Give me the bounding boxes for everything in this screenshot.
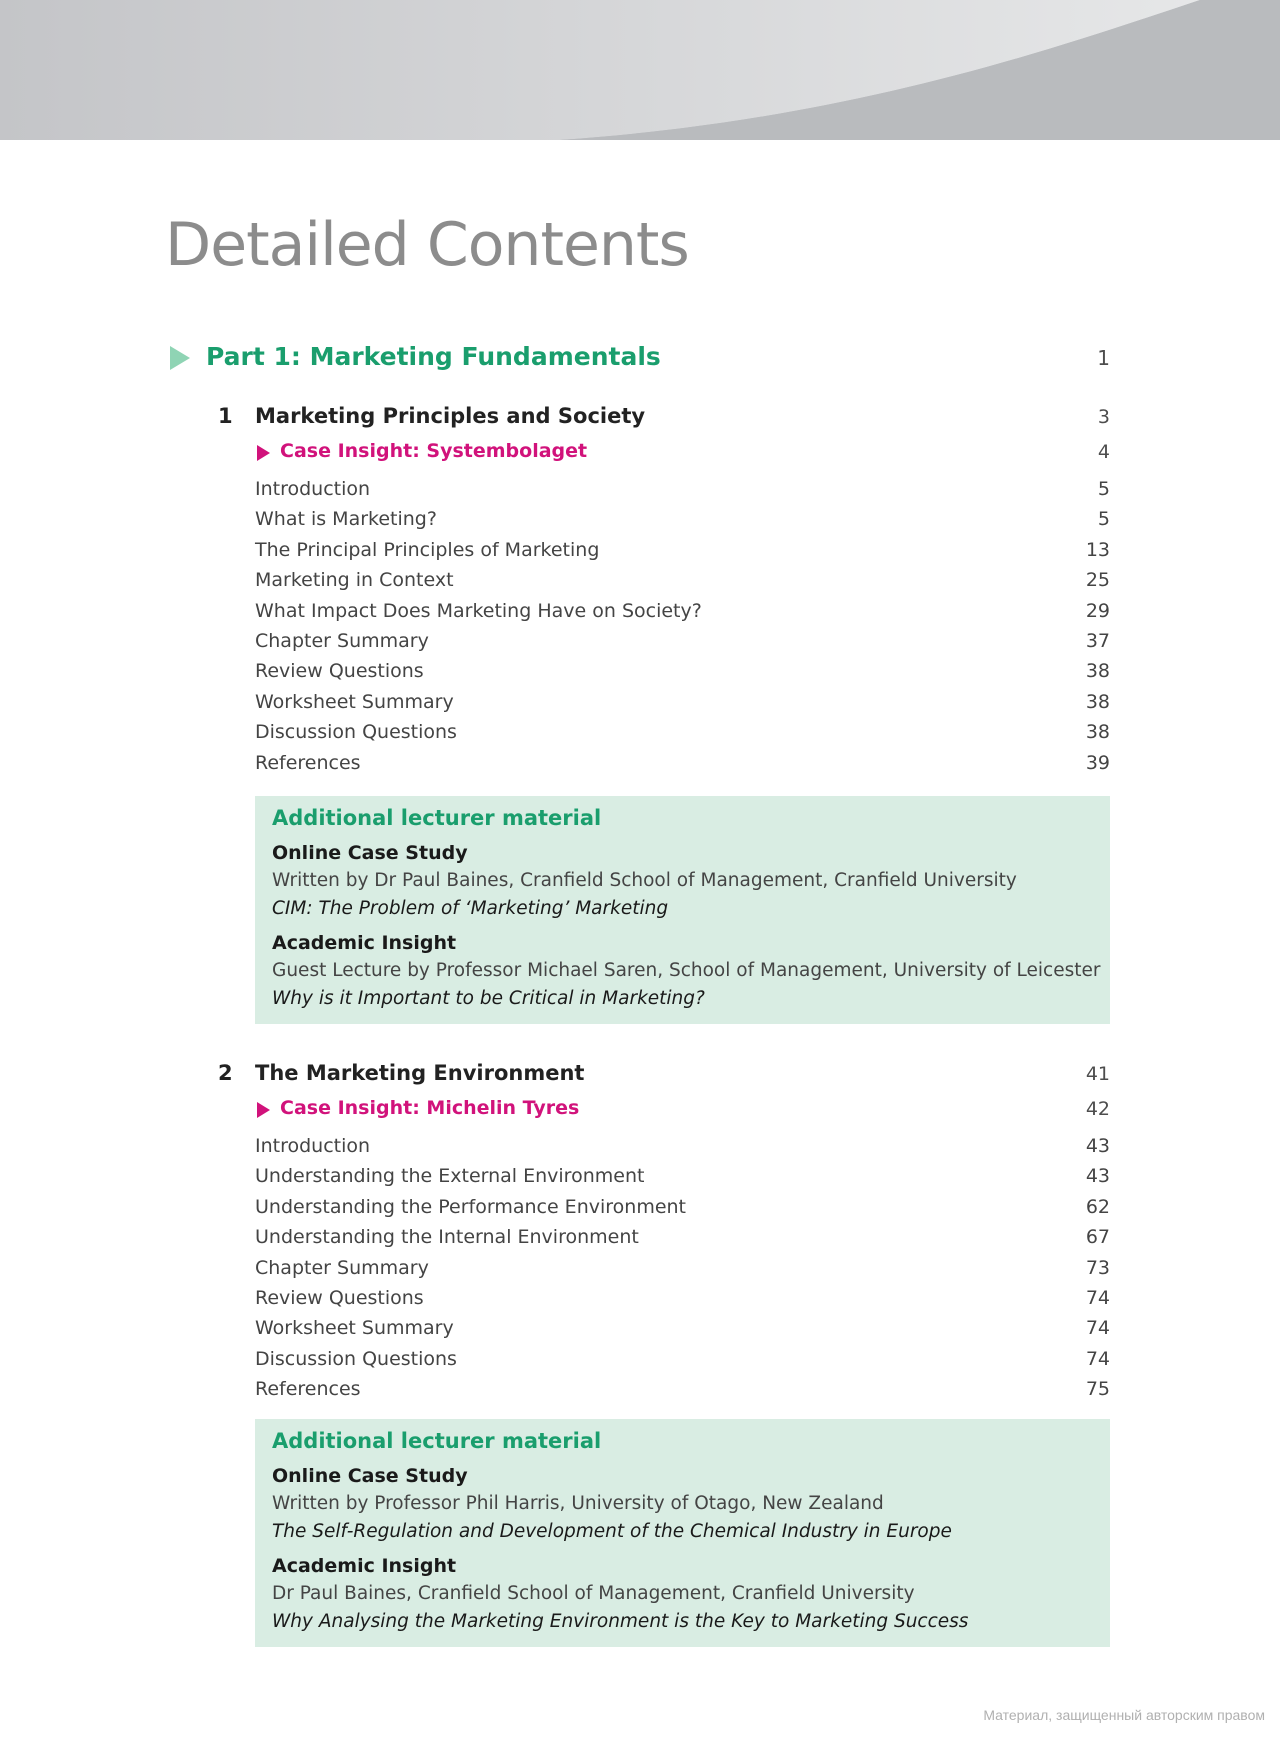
section-title: Worksheet Summary [255, 1317, 454, 1340]
toc-row[interactable] [255, 721, 1110, 751]
case-insight-title: Case Insight: Systembolaget [280, 440, 588, 462]
chapter-heading[interactable] [0, 1061, 1110, 1091]
chapter-title: Marketing Principles and Society [255, 404, 646, 428]
academic-insight-title[interactable]: Why Analysing the Marketing Environment is the Key to Marketing Success [272, 1611, 969, 1632]
toc-row[interactable] [255, 660, 1110, 690]
section-title: Worksheet Summary [255, 690, 454, 713]
academic-insight-author: Guest Lecture by Professor Michael Saren, School of Management, University of Leicester [272, 960, 1101, 981]
section-list [255, 1135, 1110, 1409]
toc-row[interactable] [255, 752, 1110, 782]
section-page-number: 74 [1085, 1286, 1110, 1309]
chapter-heading[interactable] [0, 404, 1110, 434]
section-page-number: 37 [1085, 629, 1110, 652]
online-case-title[interactable]: CIM: The Problem of ‘Marketing’ Marketing [272, 898, 669, 919]
toc-row[interactable] [255, 1378, 1110, 1408]
section-page-number: 5 [1097, 478, 1110, 500]
section-title: Discussion Questions [255, 1347, 457, 1370]
header-band [0, 0, 1280, 140]
lecturer-material-heading: Additional lecturer material [272, 1429, 602, 1453]
case-insight-title: Case Insight: Michelin Tyres [280, 1097, 580, 1119]
copyright-watermark: Материал, защищенный авторским правом [983, 1707, 1265, 1723]
case-insight-entry[interactable] [0, 440, 1110, 466]
triangle-right-icon [257, 445, 270, 461]
section-page-number: 73 [1085, 1256, 1110, 1279]
chapter-number: 2 [218, 1061, 233, 1085]
lecturer-material-box [255, 1419, 1110, 1647]
header-swoosh [0, 0, 1280, 140]
triangle-right-icon [257, 1102, 270, 1118]
academic-insight-label: Academic Insight [272, 1555, 457, 1577]
case-insight-entry[interactable] [0, 1097, 1110, 1123]
chapter-title: The Marketing Environment [255, 1061, 585, 1085]
academic-insight-title[interactable]: Why is it Important to be Critical in Marketing? [272, 988, 705, 1009]
online-case-title[interactable]: The Self-Regulation and Development of the Chemical Industry in Europe [272, 1521, 952, 1542]
section-page-number: 25 [1085, 569, 1110, 592]
case-insight-page-number: 4 [1097, 441, 1110, 463]
toc-row[interactable] [255, 508, 1110, 538]
section-page-number: 74 [1085, 1317, 1110, 1340]
toc-row[interactable] [255, 1226, 1110, 1256]
section-list [255, 478, 1110, 782]
section-page-number: 13 [1085, 538, 1110, 561]
online-case-label: Online Case Study [272, 842, 468, 864]
section-title: What is Marketing? [255, 508, 437, 531]
toc-row[interactable] [255, 630, 1110, 660]
chapter-page-number: 41 [1085, 1063, 1110, 1085]
online-case-author: Written by Dr Paul Baines, Cranfield School of Management, Cranfield University [272, 870, 1017, 891]
academic-insight-author: Dr Paul Baines, Cranfield School of Management, Cranfield University [272, 1583, 915, 1604]
toc-row[interactable] [255, 1317, 1110, 1347]
section-title: Review Questions [255, 660, 424, 683]
toc-row[interactable] [255, 569, 1110, 599]
toc-row[interactable] [255, 539, 1110, 569]
online-case-author: Written by Professor Phil Harris, University of Otago, New Zealand [272, 1493, 884, 1514]
part-entry[interactable] [170, 342, 1110, 376]
toc-row[interactable] [255, 1135, 1110, 1165]
toc-row[interactable] [255, 1196, 1110, 1226]
online-case-label: Online Case Study [272, 1465, 468, 1487]
section-page-number: 62 [1085, 1195, 1110, 1218]
section-page-number: 43 [1085, 1165, 1110, 1188]
section-title: The Principal Principles of Marketing [255, 538, 600, 561]
section-page-number: 29 [1085, 599, 1110, 622]
section-title: Review Questions [255, 1286, 424, 1309]
part-page-number: 1 [1097, 346, 1110, 370]
lecturer-material-box [255, 796, 1110, 1024]
section-page-number: 39 [1085, 751, 1110, 774]
section-page-number: 38 [1085, 690, 1110, 713]
section-title: Chapter Summary [255, 1256, 429, 1279]
section-title: Understanding the Performance Environment [255, 1195, 687, 1218]
section-title: Marketing in Context [255, 569, 454, 592]
toc-row[interactable] [255, 1348, 1110, 1378]
section-page-number: 75 [1085, 1378, 1110, 1401]
toc-row[interactable] [255, 600, 1110, 630]
section-title: Understanding the Internal Environment [255, 1226, 639, 1249]
part-title: Part 1: Marketing Fundamentals [206, 342, 661, 371]
toc-row[interactable] [255, 478, 1110, 508]
toc-row[interactable] [255, 1257, 1110, 1287]
chapter-page-number: 3 [1097, 406, 1110, 428]
section-title: What Impact Does Marketing Have on Society? [255, 599, 702, 622]
section-page-number: 74 [1085, 1347, 1110, 1370]
section-title: References [255, 1378, 361, 1401]
page-title: Detailed Contents [165, 210, 689, 280]
section-title: References [255, 751, 361, 774]
lecturer-material-heading: Additional lecturer material [272, 806, 602, 830]
section-title: Discussion Questions [255, 721, 457, 744]
section-page-number: 43 [1085, 1135, 1110, 1157]
section-page-number: 38 [1085, 721, 1110, 744]
section-title: Introduction [255, 478, 371, 500]
section-page-number: 5 [1097, 508, 1110, 531]
chapter-number: 1 [218, 404, 233, 428]
section-title: Introduction [255, 1135, 371, 1157]
toc-row[interactable] [255, 1165, 1110, 1195]
section-page-number: 38 [1085, 660, 1110, 683]
toc-row[interactable] [255, 691, 1110, 721]
section-title: Understanding the External Environment [255, 1165, 645, 1188]
case-insight-page-number: 42 [1085, 1098, 1110, 1120]
section-title: Chapter Summary [255, 629, 429, 652]
academic-insight-label: Academic Insight [272, 932, 457, 954]
triangle-right-icon [170, 346, 190, 370]
toc-row[interactable] [255, 1287, 1110, 1317]
section-page-number: 67 [1085, 1226, 1110, 1249]
